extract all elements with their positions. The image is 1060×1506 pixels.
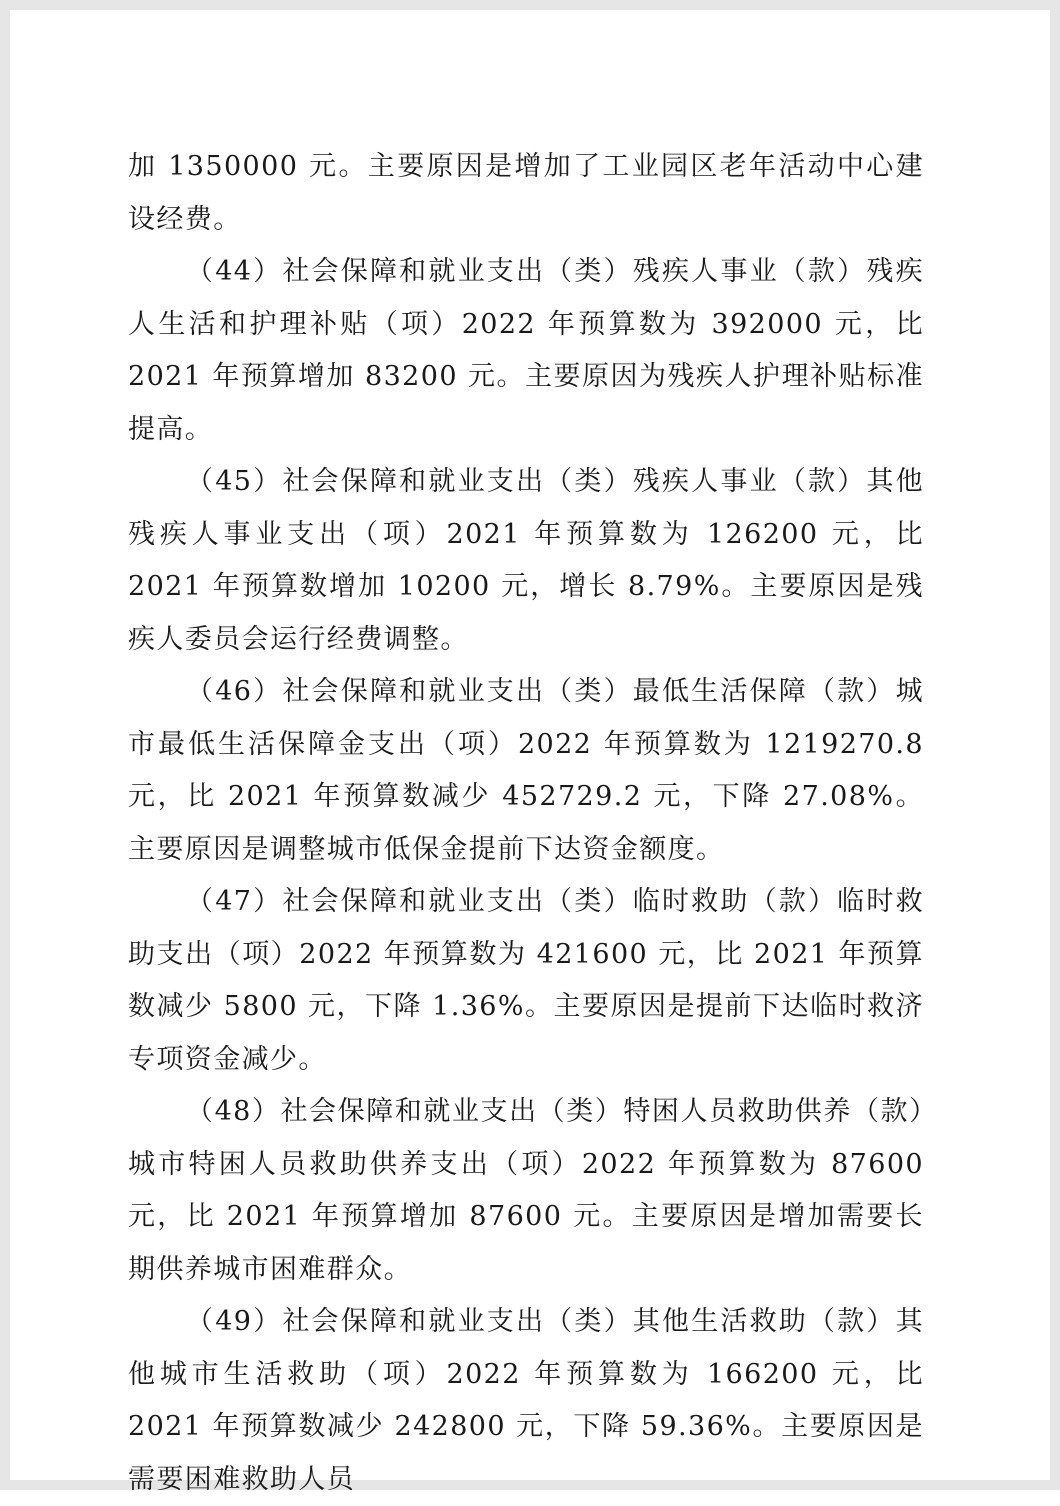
paragraph-44: （44）社会保障和就业支出（类）残疾人事业（款）残疾人生活和护理补贴（项）2022 年预算数为 392000 元，比 2021 年预算增加 83200 元。主要原因为残疾人护理补贴标准提高。 <box>128 256 924 445</box>
paragraph-43-continued: 加 1350000 元。主要原因是增加了工业园区老年活动中心建设经费。 <box>128 151 924 235</box>
paragraph-48: （48）社会保障和就业支出（类）特困人员救助供养（款）城市特困人员救助供养支出（项）2022 年预算数为 87600 元，比 2021 年预算增加 87600 元。主要原因是增加需要长期供养城市困难群众。 <box>128 1096 924 1285</box>
paragraph-45: （45）社会保障和就业支出（类）残疾人事业（款）其他残疾人事业支出（项）2021 年预算数为 126200 元，比 2021 年预算数增加 10200 元，增长 8.79%。主要原因是残疾人委员会运行经费调整。 <box>128 466 924 655</box>
paragraph-46: （46）社会保障和就业支出（类）最低生活保障（款）城市最低生活保障金支出（项）2022 年预算数为 1219270.8 元，比 2021 年预算数减少 452729.2 元，下降 27.08%。主要原因是调整城市低保金提前下达资金额度。 <box>128 676 924 865</box>
document-body <box>128 141 924 1506</box>
paragraph-47: （47）社会保障和就业支出（类）临时救助（款）临时救助支出（项）2022 年预算数为 421600 元，比 2021 年预算数减少 5800 元，下降 1.36%。主要原因是提前下达临时救济专项资金减少。 <box>128 886 924 1075</box>
paragraph-49: （49）社会保障和就业支出（类）其他生活救助（款）其他城市生活救助（项）2022 年预算数为 166200 元，比 2021 年预算数减少 242800 元，下降 59.36%。主要原因是需要困难救助人员 <box>128 1306 924 1495</box>
